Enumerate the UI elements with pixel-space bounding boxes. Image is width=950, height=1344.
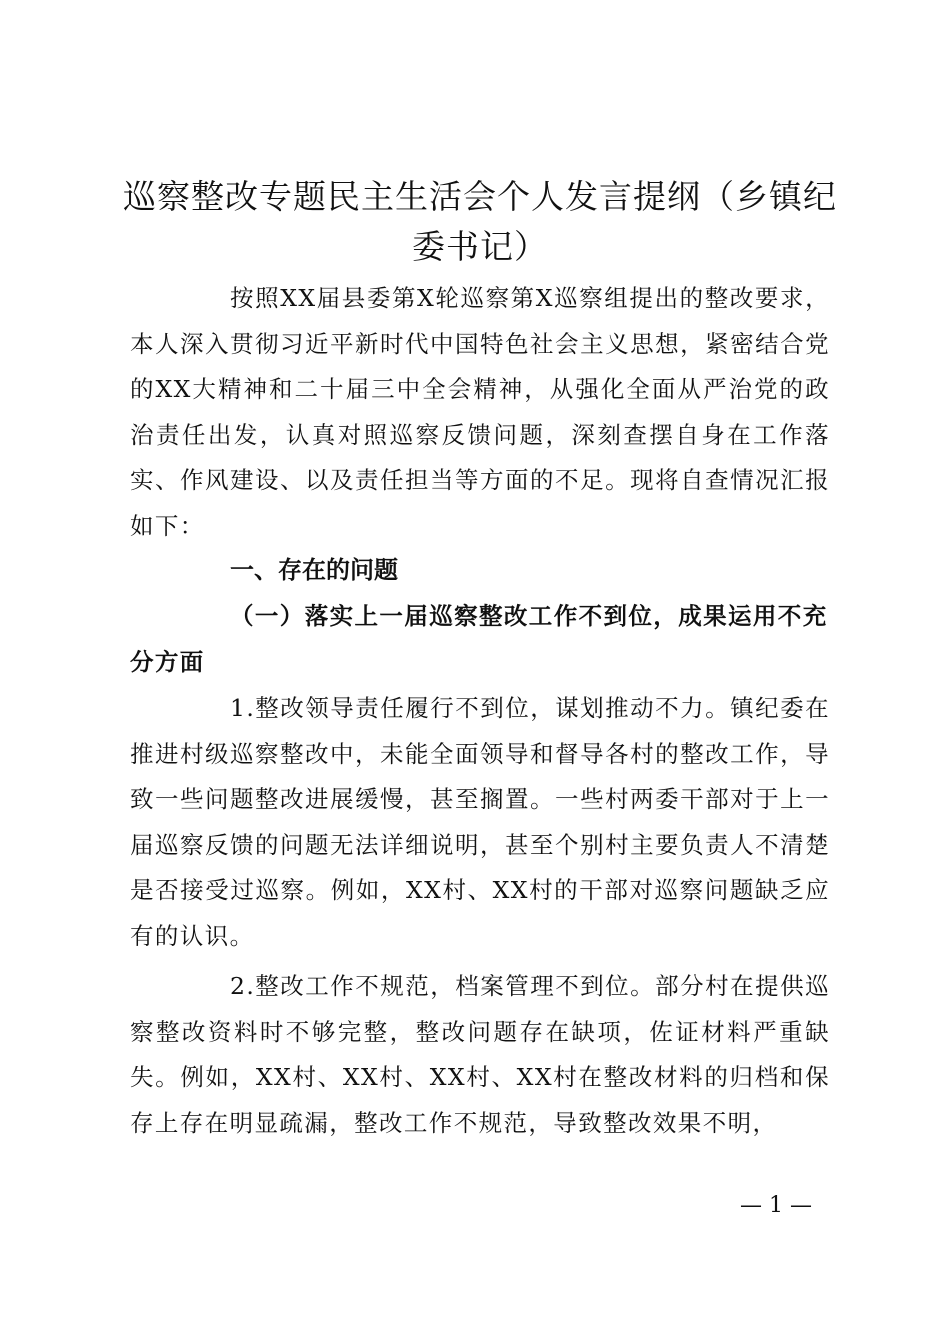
item-2-paragraph: 2.整改工作不规范，档案管理不到位。部分村在提供巡察整改资料时不够完整，整改问题存在缺项，佐证材料严重缺失。例如，XX村、XX村、XX村、XX村在整改材料的归档和保存上存在明显疏漏，整改工作不规范，导致整改效果不明， [130,972,830,1137]
item-1-paragraph: 1.整改领导责任履行不到位，谋划推动不力。镇纪委在推进村级巡察整改中，未能全面领导和督导各村的整改工作，导致一些问题整改进展缓慢，甚至搁置。一些村两委干部对于上一届巡察反馈的问题无法详细说明，甚至个别村主要负责人不清楚是否接受过巡察。例如，XX村、XX村的干部对巡察问题缺乏应有的认识。 [130,694,830,950]
page-number: — 1 — [740,1193,812,1218]
subsection-heading: （一）落实上一届巡察整改工作不到位，成果运用不充分方面 [130,602,828,676]
document-title: 巡察整改专题民主生活会个人发言提纲（乡镇纪委书记） [123,177,837,266]
section-heading: 一、存在的问题 [230,556,398,584]
intro-paragraph: 按照XX届县委第X轮巡察第X巡察组提出的整改要求，本人深入贯彻习近平新时代中国特色社会主义思想，紧密结合党的XX大精神和二十届三中全会精神，从强化全面从严治党的政治责任出发，认真对照巡察反馈问题，深刻查摆自身在工作落实、作风建设、以及责任担当等方面的不足。现将自查情况汇报如下： [130,284,830,540]
